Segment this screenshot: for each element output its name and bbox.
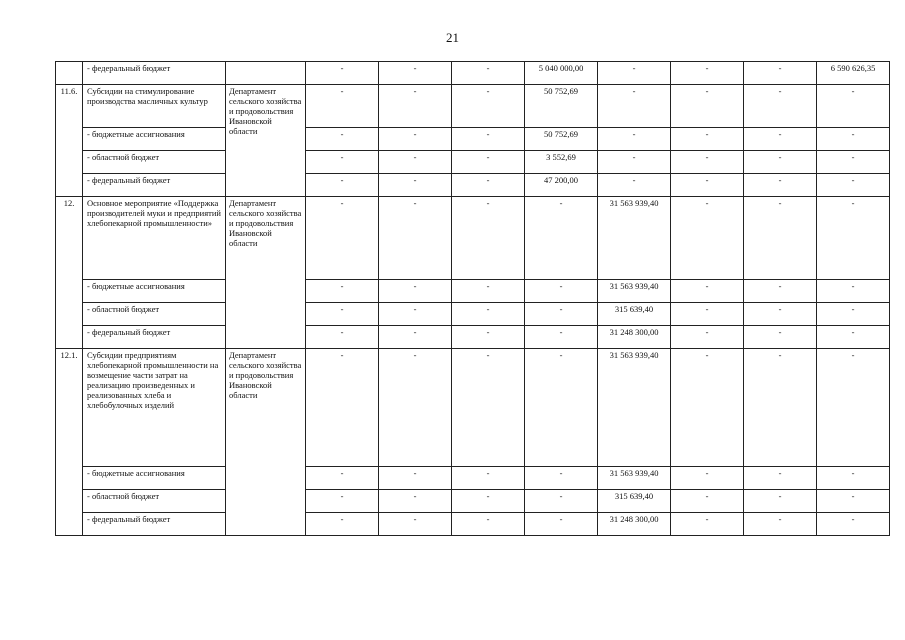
row-number-cell: 12. — [56, 197, 83, 349]
value-cell: - — [452, 151, 525, 174]
value-cell: - — [452, 280, 525, 303]
value-cell: - — [306, 280, 379, 303]
value-cell: 5 040 000,00 — [525, 62, 598, 85]
value-cell: - — [525, 467, 598, 490]
executor-cell — [226, 62, 306, 85]
table-row — [56, 467, 905, 490]
value-cell: - — [379, 513, 452, 536]
value-cell: - — [379, 197, 452, 280]
value-cell: - — [817, 349, 890, 467]
value-cell: 6 590 626,35 — [817, 62, 890, 85]
value-cell: - — [744, 349, 817, 467]
value-cell: - — [671, 303, 744, 326]
value-cell: - — [379, 326, 452, 349]
table-row — [56, 490, 905, 513]
value-cell: - — [817, 326, 890, 349]
value-cell: - — [452, 303, 525, 326]
value-cell: - — [671, 174, 744, 197]
value-cell: - — [598, 128, 671, 151]
value-cell: - — [744, 197, 817, 280]
value-cell: - — [817, 197, 890, 280]
value-cell: - — [525, 197, 598, 280]
value-cell: 47 200,00 — [525, 174, 598, 197]
value-cell: 315 639,40 — [598, 303, 671, 326]
row-name-cell: - бюджетные ассигнования — [83, 467, 226, 490]
value-cell: - — [817, 174, 890, 197]
executor-cell: Департамент сельского хозяйства и продовольствия Ивановской области — [226, 197, 306, 349]
value-cell: - — [452, 128, 525, 151]
value-cell: - — [744, 174, 817, 197]
row-name-cell: Субсидии на стимулирование производства масличных культур — [83, 85, 226, 128]
table-row — [56, 326, 905, 349]
value-cell: - — [671, 349, 744, 467]
row-name-cell: - бюджетные ассигнования — [83, 128, 226, 151]
value-cell: - — [379, 349, 452, 467]
value-cell: - — [671, 197, 744, 280]
value-cell: - — [817, 467, 890, 490]
value-cell: - — [379, 85, 452, 128]
value-cell: - — [379, 151, 452, 174]
value-cell: - — [525, 280, 598, 303]
value-cell: - — [598, 85, 671, 128]
value-cell: 31 563 939,40 — [598, 280, 671, 303]
value-cell: - — [452, 174, 525, 197]
row-name-cell: - федеральный бюджет — [83, 513, 226, 536]
row-name-cell: - федеральный бюджет — [83, 326, 226, 349]
value-cell: - — [744, 467, 817, 490]
table-row — [56, 280, 905, 303]
value-cell: - — [671, 513, 744, 536]
budget-table — [55, 61, 905, 536]
row-number-cell: 11.6. — [56, 85, 83, 197]
value-cell: 31 563 939,40 — [598, 349, 671, 467]
value-cell: - — [744, 151, 817, 174]
value-cell: 315 639,40 — [598, 490, 671, 513]
value-cell: - — [525, 326, 598, 349]
value-cell: - — [744, 62, 817, 85]
value-cell: - — [452, 326, 525, 349]
value-cell: - — [379, 174, 452, 197]
value-cell: 50 752,69 — [525, 85, 598, 128]
value-cell: 31 248 300,00 — [598, 513, 671, 536]
value-cell: - — [306, 174, 379, 197]
value-cell: - — [744, 490, 817, 513]
row-name-cell: - областной бюджет — [83, 151, 226, 174]
value-cell: - — [817, 513, 890, 536]
row-name-cell: Субсидии предприятиям хлебопекарной промышленности на возмещение части затрат на реализацию произведенных и реализованных хлеба и хлебобулочных изделий — [83, 349, 226, 467]
value-cell: - — [525, 513, 598, 536]
value-cell: - — [452, 62, 525, 85]
table-row — [56, 151, 905, 174]
value-cell: - — [379, 303, 452, 326]
value-cell: - — [452, 467, 525, 490]
table-row — [56, 128, 905, 151]
value-cell: - — [671, 467, 744, 490]
value-cell: - — [379, 280, 452, 303]
value-cell: - — [744, 326, 817, 349]
table-row — [56, 349, 905, 467]
value-cell: - — [671, 85, 744, 128]
value-cell: 50 752,69 — [525, 128, 598, 151]
value-cell: 31 563 939,40 — [598, 467, 671, 490]
value-cell: - — [306, 197, 379, 280]
table-row — [56, 85, 905, 128]
value-cell: - — [306, 85, 379, 128]
value-cell: 31 248 300,00 — [598, 326, 671, 349]
row-number-cell: 12.1. — [56, 349, 83, 536]
value-cell: - — [452, 349, 525, 467]
value-cell: - — [744, 128, 817, 151]
row-name-cell: - областной бюджет — [83, 490, 226, 513]
value-cell: - — [306, 151, 379, 174]
row-number-cell — [56, 62, 83, 85]
value-cell: - — [525, 303, 598, 326]
row-name-cell: - бюджетные ассигнования — [83, 280, 226, 303]
value-cell: - — [525, 490, 598, 513]
value-cell: - — [452, 85, 525, 128]
value-cell: - — [744, 303, 817, 326]
value-cell: - — [306, 490, 379, 513]
row-name-cell: - федеральный бюджет — [83, 174, 226, 197]
value-cell: - — [379, 62, 452, 85]
table-row — [56, 197, 905, 280]
value-cell: - — [379, 490, 452, 513]
value-cell: - — [379, 467, 452, 490]
value-cell: - — [817, 85, 890, 128]
value-cell: - — [306, 326, 379, 349]
row-name-cell: - федеральный бюджет — [83, 62, 226, 85]
value-cell: - — [525, 349, 598, 467]
value-cell: - — [598, 151, 671, 174]
table-row — [56, 513, 905, 536]
value-cell: - — [671, 326, 744, 349]
value-cell: - — [817, 128, 890, 151]
value-cell: - — [379, 128, 452, 151]
value-cell: 3 552,69 — [525, 151, 598, 174]
value-cell: - — [598, 174, 671, 197]
table-row — [56, 303, 905, 326]
value-cell: - — [671, 62, 744, 85]
value-cell: - — [452, 197, 525, 280]
page-number: 21 — [446, 30, 459, 45]
value-cell: 31 563 939,40 — [598, 197, 671, 280]
value-cell: - — [671, 128, 744, 151]
value-cell: - — [744, 280, 817, 303]
value-cell: - — [306, 513, 379, 536]
value-cell: - — [671, 280, 744, 303]
row-name-cell: Основное мероприятие «Поддержка производителей муки и предприятий хлебопекарной промышленности» — [83, 197, 226, 280]
row-name-cell: - областной бюджет — [83, 303, 226, 326]
value-cell: - — [598, 62, 671, 85]
value-cell: - — [817, 280, 890, 303]
value-cell: - — [306, 467, 379, 490]
value-cell: - — [306, 349, 379, 467]
value-cell: - — [817, 151, 890, 174]
value-cell: - — [817, 303, 890, 326]
value-cell: - — [306, 128, 379, 151]
executor-cell: Департамент сельского хозяйства и продовольствия Ивановской области — [226, 85, 306, 197]
executor-cell: Департамент сельского хозяйства и продовольствия Ивановской области — [226, 349, 306, 536]
value-cell: - — [744, 85, 817, 128]
value-cell: - — [452, 490, 525, 513]
value-cell: - — [671, 151, 744, 174]
value-cell: - — [306, 303, 379, 326]
value-cell: - — [671, 490, 744, 513]
value-cell: - — [817, 490, 890, 513]
table-row — [56, 174, 905, 197]
value-cell: - — [306, 62, 379, 85]
value-cell: - — [452, 513, 525, 536]
value-cell: - — [744, 513, 817, 536]
table-row — [56, 62, 905, 85]
